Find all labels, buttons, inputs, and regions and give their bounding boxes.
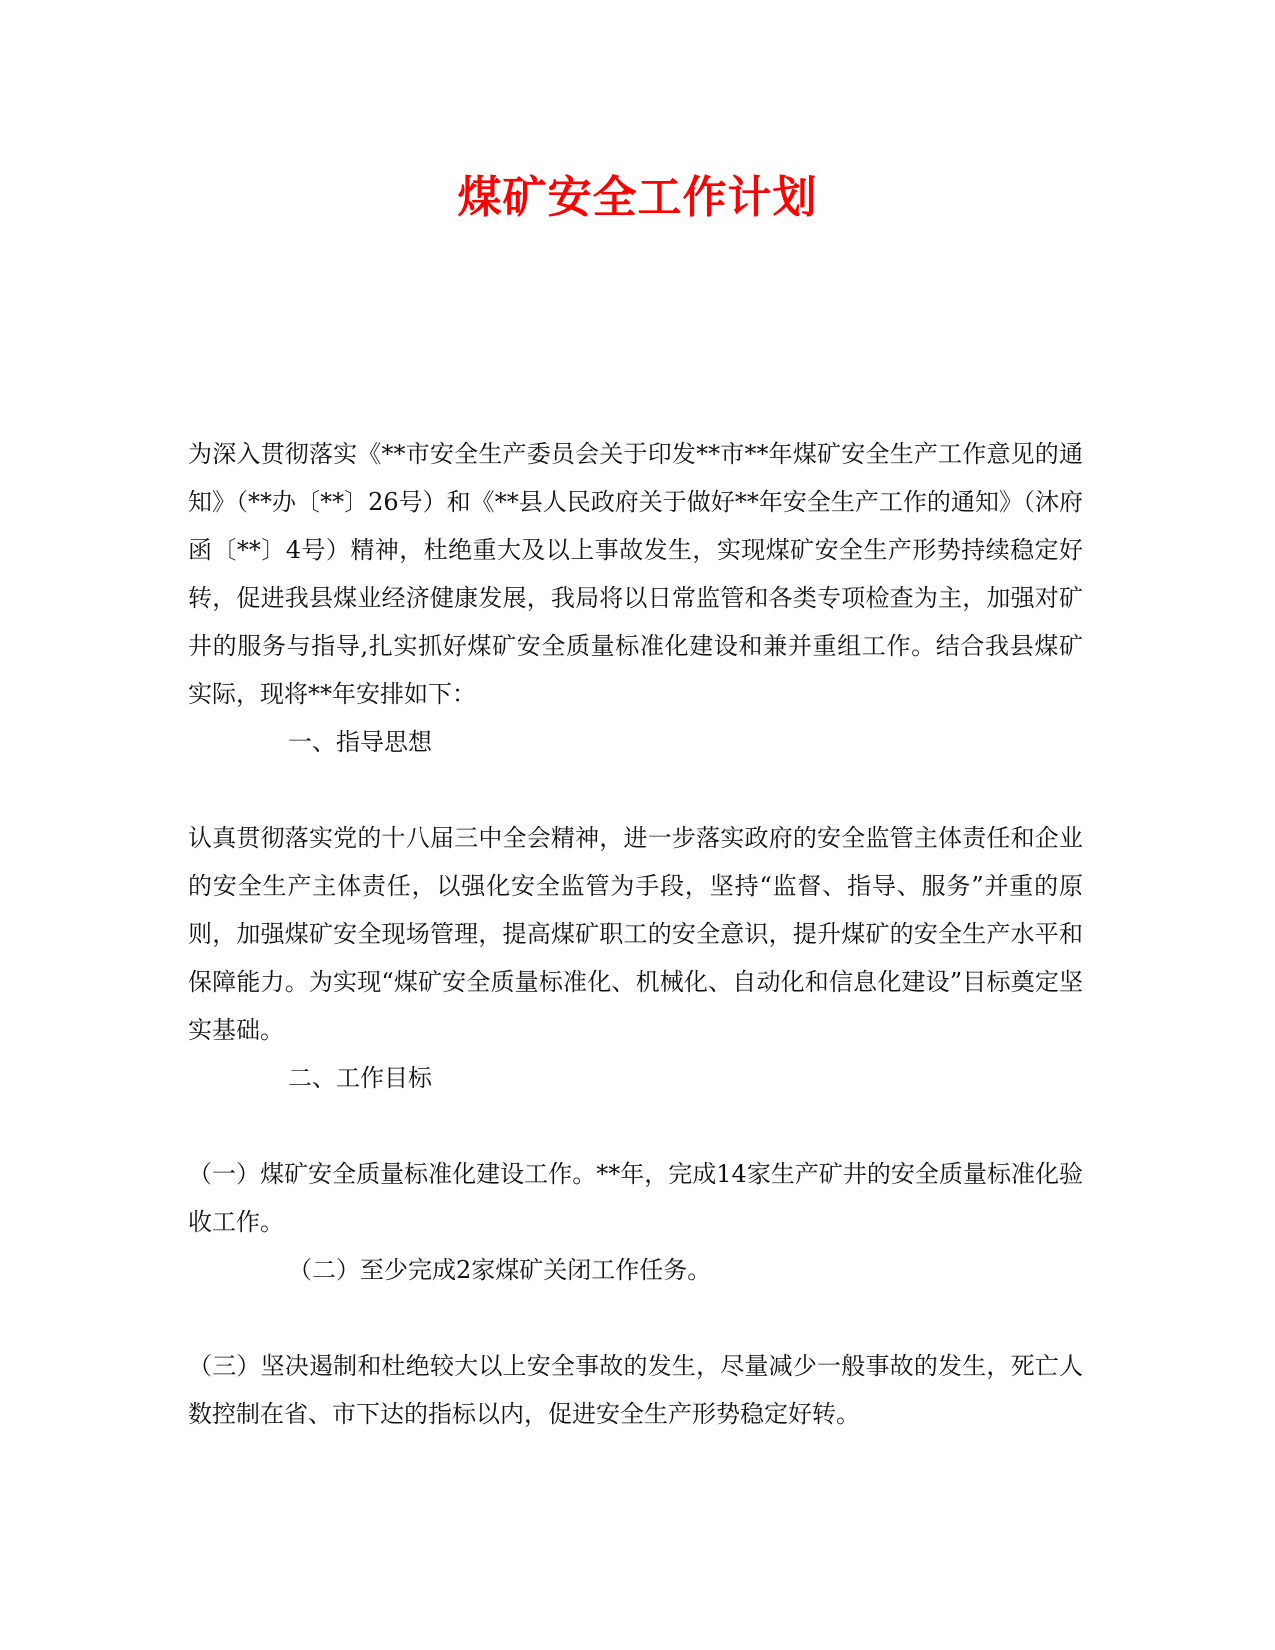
paragraph-gap xyxy=(188,1102,1083,1150)
goal-item-3: （三）坚决遏制和杜绝较大以上安全事故的发生，尽量减少一般事故的发生，死亡人数控制在省、市下达的指标以内，促进安全生产形势稳定好转。 xyxy=(188,1352,1083,1428)
document-title: 煤矿安全工作计划 xyxy=(457,172,818,223)
document-body xyxy=(188,430,1083,1438)
paragraph-gap xyxy=(188,766,1083,814)
guiding-ideology-paragraph: 认真贯彻落实党的十八届三中全会精神，进一步落实政府的安全监管主体责任和企业的安全生产主体责任，以强化安全监管为手段，坚持“监督、指导、服务”并重的原则，加强煤矿安全现场管理，提高煤矿职工的安全意识，提升煤矿的安全生产水平和保障能力。为实现“煤矿安全质量标准化、机械化、自动化和信息化建设”目标奠定坚实基础。 xyxy=(188,824,1083,1044)
paragraph-gap xyxy=(188,1294,1083,1342)
goal-item-1: （一）煤矿安全质量标准化建设工作。**年，完成14家生产矿井的安全质量标准化验收工作。 xyxy=(188,1160,1083,1236)
intro-paragraph: 为深入贯彻落实《**市安全生产委员会关于印发**市**年煤矿安全生产工作意见的通知》（**办〔**〕26号）和《**县人民政府关于做好**年安全生产工作的通知》（沐府函〔**〕4号）精神，杜绝重大及以上事故发生，实现煤矿安全生产形势持续稳定好转，促进我县煤业经济健康发展，我局将以日常监管和各类专项检查为主，加强对矿井的服务与指导,扎实抓好煤矿安全质量标准化建设和兼并重组工作。结合我县煤矿实际，现将**年安排如下： xyxy=(188,440,1083,708)
goal-item-2: （二）至少完成2家煤矿关闭工作任务。 xyxy=(288,1256,712,1284)
section-heading-guiding-ideology: 一、指导思想 xyxy=(288,728,432,756)
section-heading-work-goals: 二、工作目标 xyxy=(288,1064,432,1092)
